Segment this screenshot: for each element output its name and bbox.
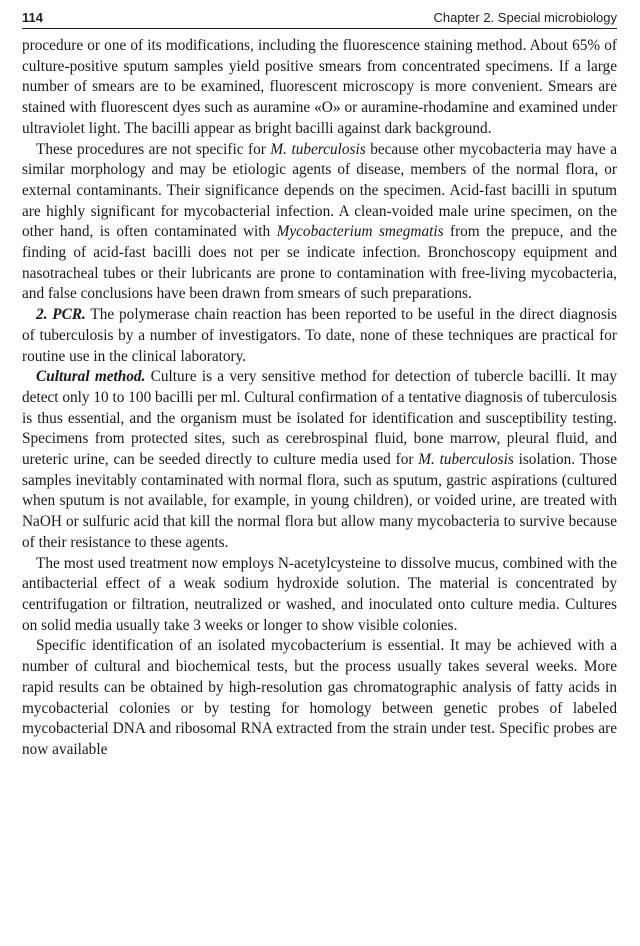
paragraph-text: The most used treatment now employs N-acetylcysteine to dissolve mucus, combined with the antibacterial effect of a weak sodium hydroxide solution. The material is concentrated by centrifugation or filtration, neutralized or washed, and inoculated onto culture media. Cultures on solid media usually take 3 weeks or longer to show visible colonies. xyxy=(22,554,617,634)
paragraph-text: procedure or one of its modifications, including the fluorescence staining method. About 65% of culture-positive sputum samples yield positive smears from concentrated specimens. If a large number of smears are to be examined, fluorescent microscopy is more convenient. Smears are stained with fluorescent dyes such as auramine «O» or auramine-rhodamine and examined under ultraviolet light. The bacilli appear as bright bacilli against dark background. xyxy=(22,37,617,137)
run-in-heading: Cultural method. xyxy=(36,368,146,386)
paragraph-text: isolation. Those samples inevitably contaminated with normal flora, such as sputum, gastric aspirations (cultured when sputum is not available, for example, in young children), or voided urine, are treated with NaOH or sulfuric acid that kill the normal flora but allow many mycobacteria to survive because of their resistance to these agents. xyxy=(22,451,618,551)
paragraph-continued xyxy=(22,36,617,140)
paragraph-text: Culture is a very sensitive method for detection of tubercle bacilli. It may detect only 10 to 100 bacilli per ml. Cultural confirmation of a tentative diagnosis of tuberculosis is thus essential, and the organism must be isolated for identification and susceptibility testing. Specimens from protected sites, such as cerebrospinal fluid, bone marrow, pleural fluid, and ureteric urine, can be seeded directly to culture media used for xyxy=(22,368,617,469)
page-header xyxy=(22,0,617,29)
paragraph-pcr xyxy=(22,305,617,367)
paragraph-text: Specific identification of an isolated mycobacterium is essential. It may be achieved with a number of cultural and biochemical tests, but the process usually takes several weeks. More rapid results can be obtained by high-resolution gas chromatographic analysis of fatty acids in mycobacterial colonies or by testing for homology between genetic probes of labeled mycobacterial DNA and ribosomal RNA extracted from the strain under test. Specific probes are now available xyxy=(22,637,617,758)
paragraph-text: from the prepuce, and the finding of acid-fast bacilli does not per se indicate infection. Bronchoscopy equipment and nasotracheal tubes or their lubricants are prone to contamination with free-living mycobacteria, and false conclusions have been drawn from smears of such preparations. xyxy=(22,223,617,303)
page-body xyxy=(22,29,617,761)
running-chapter-title: Chapter 2. Special microbiology xyxy=(433,10,617,25)
paragraph-text: These procedures are not specific for xyxy=(36,140,271,158)
paragraph-treatment xyxy=(22,554,617,637)
paragraph-text: The polymerase chain reaction has been reported to be useful in the direct diagnosis of tuberculosis by a number of investigators. To date, none of these techniques are practical for routine use in the clinical laboratory. xyxy=(22,306,617,365)
italic-organism: M. tuberculosis xyxy=(418,451,514,469)
paragraph-cultural-method xyxy=(22,367,617,553)
paragraph-text: because other mycobacteria may have a similar morphology and may be etiologic agents of disease, members of the normal flora, or external contaminants. Their significance depends on the specimen. Acid-fast bacilli in sputum are highly significant for mycobacterial infection. A clean-voided male urine specimen, on the other hand, is often contaminated with xyxy=(22,140,618,241)
run-in-heading: 2. PCR. xyxy=(36,306,86,324)
italic-organism: M. tuberculosis xyxy=(270,140,366,158)
paragraph-identification xyxy=(22,636,617,760)
paragraph-specificity xyxy=(22,140,617,306)
page-number: 114 xyxy=(22,10,43,25)
italic-organism: Mycobacterium smegmatis xyxy=(276,223,444,241)
